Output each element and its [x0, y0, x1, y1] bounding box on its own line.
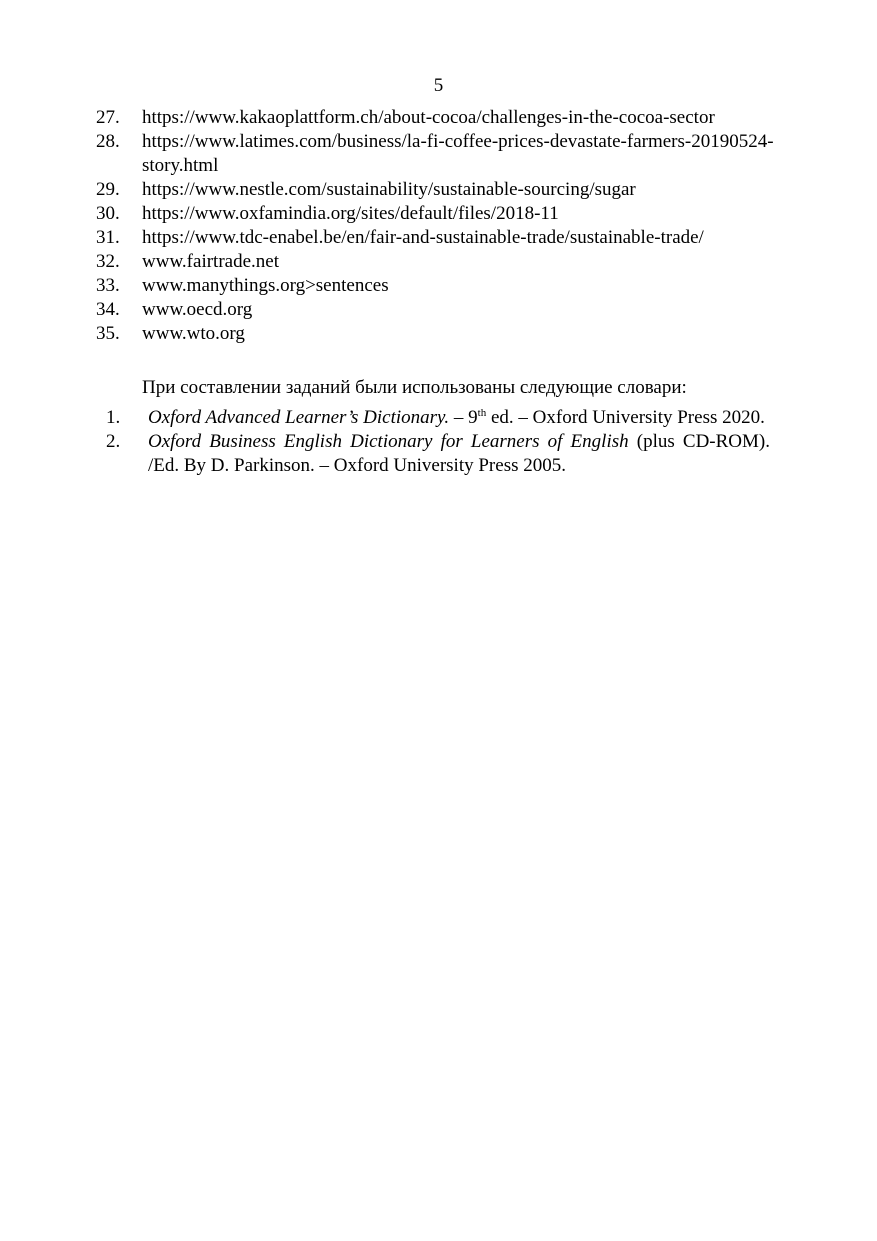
dictionary-item-number: 1.: [106, 407, 121, 428]
list-item-link[interactable]: www.manythings.org>sentences: [142, 275, 389, 296]
list-item: [96, 226, 776, 250]
list-item: [96, 250, 776, 274]
list-item-number: 28.: [96, 131, 120, 152]
dictionaries-intro: При составлении заданий были использованы следующие словари:: [142, 377, 687, 398]
list-item-link[interactable]: https://www.kakaoplattform.ch/about-cocoa/challenges-in-the-cocoa-sector: [142, 107, 715, 128]
list-item-number: 34.: [96, 299, 120, 320]
list-item-link[interactable]: https://www.tdc-enabel.be/en/fair-and-sustainable-trade/sustainable-trade/: [142, 227, 704, 248]
list-item: [96, 322, 776, 346]
dictionary-details: (plus CD-ROM). /Ed. By D. Parkinson. – Oxford University Press 2005.: [148, 431, 770, 476]
dictionary-item: [106, 406, 770, 430]
list-item-number: 30.: [96, 203, 120, 224]
list-item-number: 31.: [96, 227, 120, 248]
list-item-number: 29.: [96, 179, 120, 200]
list-item: [96, 178, 776, 202]
dictionary-item: [106, 430, 770, 478]
list-item: [96, 202, 776, 226]
list-item: [96, 130, 776, 178]
dictionary-publisher: ed. – Oxford University Press 2020.: [486, 407, 765, 428]
list-item-link[interactable]: www.fairtrade.net: [142, 251, 279, 272]
dictionary-details: – 9: [449, 407, 478, 428]
list-item-link[interactable]: https://www.latimes.com/business/la-fi-coffee-prices-devastate-farmers-20190524-story.html: [142, 131, 774, 176]
list-item-link[interactable]: https://www.nestle.com/sustainability/sustainable-sourcing/sugar: [142, 179, 636, 200]
dictionary-title: Oxford Advanced Learner’s Dictionary.: [148, 407, 450, 428]
list-item-number: 35.: [96, 323, 120, 344]
list-item-link[interactable]: www.wto.org: [142, 323, 245, 344]
dictionary-title: Oxford Business English Dictionary for Learners of English: [148, 431, 629, 452]
list-item-link[interactable]: https://www.oxfamindia.org/sites/default/files/2018-11: [142, 203, 559, 224]
page-number: 5: [433, 75, 444, 96]
dictionary-item-number: 2.: [106, 431, 121, 452]
list-item: [96, 298, 776, 322]
list-item-link[interactable]: www.oecd.org: [142, 299, 253, 320]
dictionary-item-text: [148, 430, 770, 478]
dictionary-list: [106, 406, 770, 478]
list-item-number: 27.: [96, 107, 120, 128]
list-item: [96, 274, 776, 298]
list-item-number: 33.: [96, 275, 120, 296]
ordinal-suffix: th: [477, 407, 487, 419]
reference-list: [96, 106, 776, 346]
list-item: [96, 106, 776, 130]
dictionary-item-text: [148, 406, 770, 430]
list-item-number: 32.: [96, 251, 120, 272]
